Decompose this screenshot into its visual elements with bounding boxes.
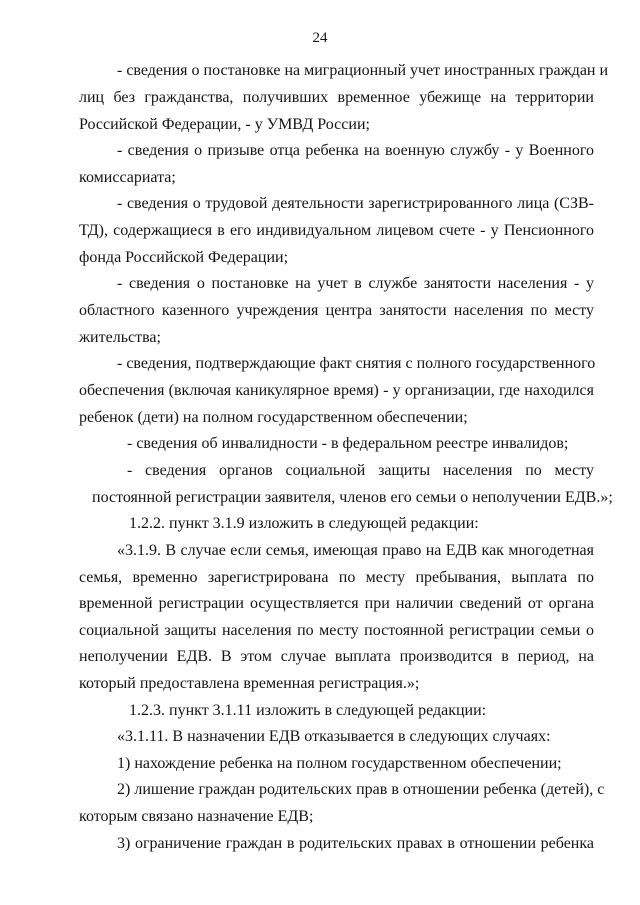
text-line: который предоставлена временная регистрация.»; bbox=[79, 675, 420, 692]
text-line: которым связано назначение ЕДВ; bbox=[79, 808, 314, 825]
page-number: 24 bbox=[312, 30, 328, 46]
text-line: - сведения об инвалидности - в федеральном реестре инвалидов; bbox=[127, 435, 569, 452]
text-line: - сведения о постановке на миграционный учет иностранных граждан и bbox=[117, 62, 609, 79]
text-line: 2) лишение граждан родительских прав в отношении ребенка (детей), с bbox=[117, 781, 605, 798]
text-line: «3.1.9. В случае если семья, имеющая право на ЕДВ как многодетная bbox=[117, 542, 594, 559]
text-line: постоянной регистрации заявителя, членов его семьи о неполучении ЕДВ.»; bbox=[92, 489, 613, 506]
text-line: семья, временно зарегистрирована по месту пребывания, выплата по bbox=[79, 569, 594, 586]
text-line: обеспечения (включая каникулярное время) - у организации, где находился bbox=[79, 382, 594, 399]
text-line: ребенок (дети) на полном государственном обеспечении; bbox=[79, 409, 468, 426]
text-line: Российской Федерации, - у УМВД России; bbox=[79, 116, 370, 133]
text-line: социальной защиты населения по месту постоянной регистрации семьи о bbox=[79, 622, 594, 639]
text-line: 1) нахождение ребенка на полном государственном обеспечении; bbox=[117, 755, 562, 772]
text-line: - сведения, подтверждающие факт снятия с полного государственного bbox=[117, 355, 596, 372]
text-line: 1.2.2. пункт 3.1.9 изложить в следующей редакции: bbox=[129, 515, 479, 532]
text-line: - сведения о призыве отца ребенка на военную службу - у Военного bbox=[117, 142, 594, 159]
text-line: 1.2.3. пункт 3.1.11 изложить в следующей редакции: bbox=[129, 702, 487, 719]
text-line: комиссариата; bbox=[79, 169, 176, 186]
text-line: - сведения о трудовой деятельности зарегистрированного лица (СЗВ- bbox=[117, 195, 594, 212]
text-line: временной регистрации осуществляется при наличии сведений от органа bbox=[79, 595, 594, 612]
text-line: фонда Российской Федерации; bbox=[79, 249, 289, 266]
text-line: 3) ограничение граждан в родительских правах в отношении ребенка bbox=[117, 835, 594, 852]
text-line: «3.1.11. В назначении ЕДВ отказывается в следующих случаях: bbox=[117, 728, 551, 745]
text-line: - сведения о постановке на учет в службе занятости населения - у bbox=[117, 275, 594, 292]
text-line: неполучении ЕДВ. В этом случае выплата производится в период, на bbox=[79, 648, 594, 665]
text-line: лиц без гражданства, получивших временное убежище на территории bbox=[79, 89, 594, 106]
text-line: ТД), содержащиеся в его индивидуальном лицевом счете - у Пенсионного bbox=[79, 222, 594, 239]
text-line: областного казенного учреждения центра занятости населения по месту bbox=[79, 302, 594, 319]
text-line: жительства; bbox=[79, 329, 161, 346]
text-line: - сведения органов социальной защиты населения по месту bbox=[127, 462, 594, 479]
